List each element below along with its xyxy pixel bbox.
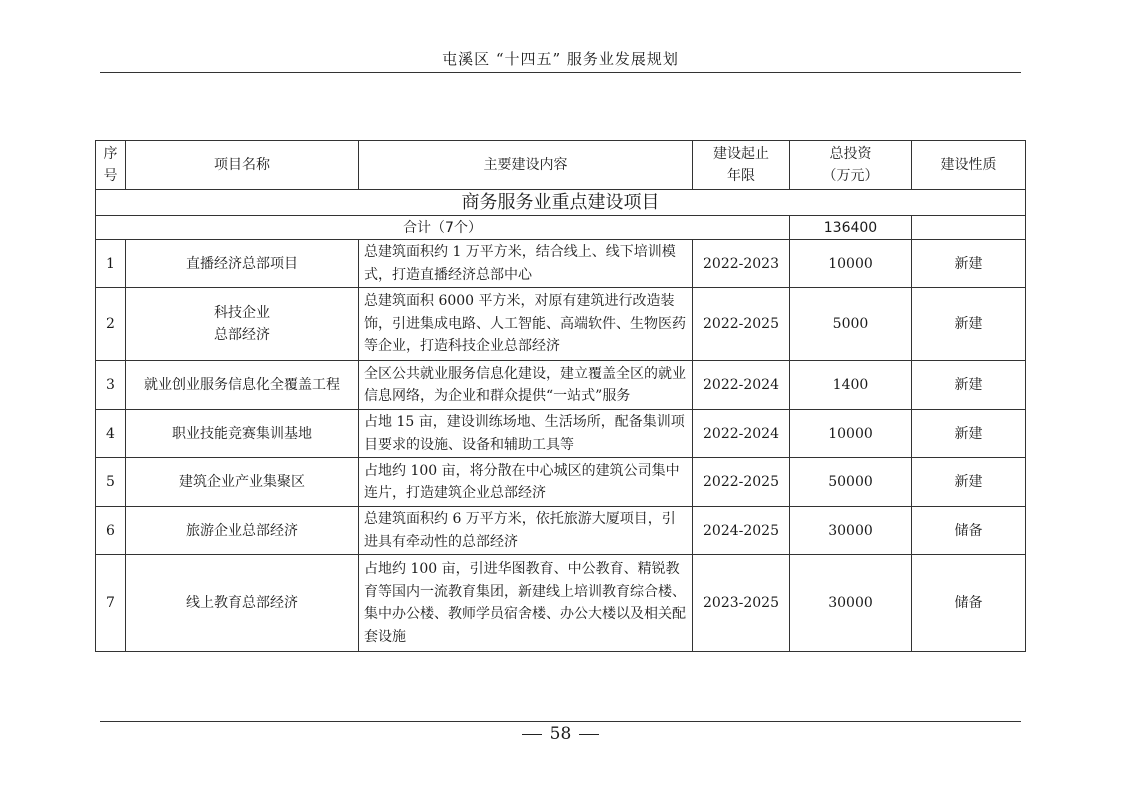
row-period: 2023-2025 <box>693 555 790 652</box>
col-header-content: 主要建设内容 <box>359 141 693 190</box>
total-nature <box>912 216 1026 240</box>
row-name: 建筑企业产业集聚区 <box>126 458 359 507</box>
table-row <box>96 555 1026 652</box>
footer-divider <box>100 721 1021 722</box>
row-nature: 新建 <box>912 410 1026 458</box>
header-divider <box>100 72 1021 73</box>
row-nature: 新建 <box>912 240 1026 288</box>
row-no: 3 <box>96 361 126 410</box>
row-content: 占地约 100 亩，将分散在中心城区的建筑公司集中连片，打造建筑企业总部经济 <box>359 458 693 507</box>
row-period: 2024-2025 <box>693 507 790 555</box>
row-investment: 5000 <box>790 288 912 361</box>
row-period: 2022-2023 <box>693 240 790 288</box>
row-name: 旅游企业总部经济 <box>126 507 359 555</box>
row-investment: 50000 <box>790 458 912 507</box>
col-header-name: 项目名称 <box>126 141 359 190</box>
total-label: 合计（7个） <box>96 216 790 240</box>
col-header-no: 序 号 <box>96 141 126 190</box>
row-no: 6 <box>96 507 126 555</box>
row-nature: 储备 <box>912 507 1026 555</box>
section-title: 商务服务业重点建设项目 <box>96 190 1026 216</box>
row-period: 2022-2024 <box>693 361 790 410</box>
row-content: 总建筑面积约 6 万平方米，依托旅游大厦项目，引进具有牵动性的总部经济 <box>359 507 693 555</box>
row-name: 直播经济总部项目 <box>126 240 359 288</box>
total-row <box>96 216 1026 240</box>
row-investment: 30000 <box>790 555 912 652</box>
col-header-investment: 总投资 （万元） <box>790 141 912 190</box>
table-row <box>96 288 1026 361</box>
row-no: 1 <box>96 240 126 288</box>
row-investment: 10000 <box>790 240 912 288</box>
row-no: 2 <box>96 288 126 361</box>
table-header-row <box>96 141 1026 190</box>
row-nature: 储备 <box>912 555 1026 652</box>
page-header-title: 屯溪区 “十四五” 服务业发展规划 <box>442 50 679 68</box>
row-period: 2022-2025 <box>693 288 790 361</box>
col-header-nature: 建设性质 <box>912 141 1026 190</box>
row-no: 7 <box>96 555 126 652</box>
row-no: 5 <box>96 458 126 507</box>
row-name: 就业创业服务信息化全覆盖工程 <box>126 361 359 410</box>
row-content: 总建筑面积 6000 平方米，对原有建筑进行改造装饰，引进集成电路、人工智能、高端软件、生物医药等企业，打造科技企业总部经济 <box>359 288 693 361</box>
table-row <box>96 458 1026 507</box>
table-row <box>96 507 1026 555</box>
row-name: 科技企业 总部经济 <box>126 288 359 361</box>
row-content: 全区公共就业服务信息化建设，建立覆盖全区的就业信息网络，为企业和群众提供“一站式”服务 <box>359 361 693 410</box>
row-content: 占地约 100 亩，引进华图教育、中公教育、精锐教育等国内一流教育集团，新建线上培训教育综合楼、集中办公楼、教师学员宿舍楼、办公大楼以及相关配套设施 <box>359 555 693 652</box>
row-name: 线上教育总部经济 <box>126 555 359 652</box>
row-period: 2022-2025 <box>693 458 790 507</box>
section-title-row <box>96 190 1026 216</box>
table-row <box>96 410 1026 458</box>
row-name: 职业技能竞赛集训基地 <box>126 410 359 458</box>
page-footer <box>100 724 1021 744</box>
page-number: 58 <box>549 724 572 744</box>
row-nature: 新建 <box>912 458 1026 507</box>
row-investment: 30000 <box>790 507 912 555</box>
table-row <box>96 361 1026 410</box>
row-no: 4 <box>96 410 126 458</box>
row-period: 2022-2024 <box>693 410 790 458</box>
row-investment: 1400 <box>790 361 912 410</box>
row-investment: 10000 <box>790 410 912 458</box>
row-content: 总建筑面积约 1 万平方米，结合线上、线下培训模式，打造直播经济总部中心 <box>359 240 693 288</box>
total-amount: 136400 <box>790 216 912 240</box>
project-table <box>95 140 1026 652</box>
row-nature: 新建 <box>912 361 1026 410</box>
footer-dash-right <box>579 734 599 735</box>
col-header-period: 建设起止 年限 <box>693 141 790 190</box>
row-content: 占地 15 亩，建设训练场地、生活场所，配备集训项目要求的设施、设备和辅助工具等 <box>359 410 693 458</box>
footer-dash-left <box>522 734 542 735</box>
row-nature: 新建 <box>912 288 1026 361</box>
table-row <box>96 240 1026 288</box>
